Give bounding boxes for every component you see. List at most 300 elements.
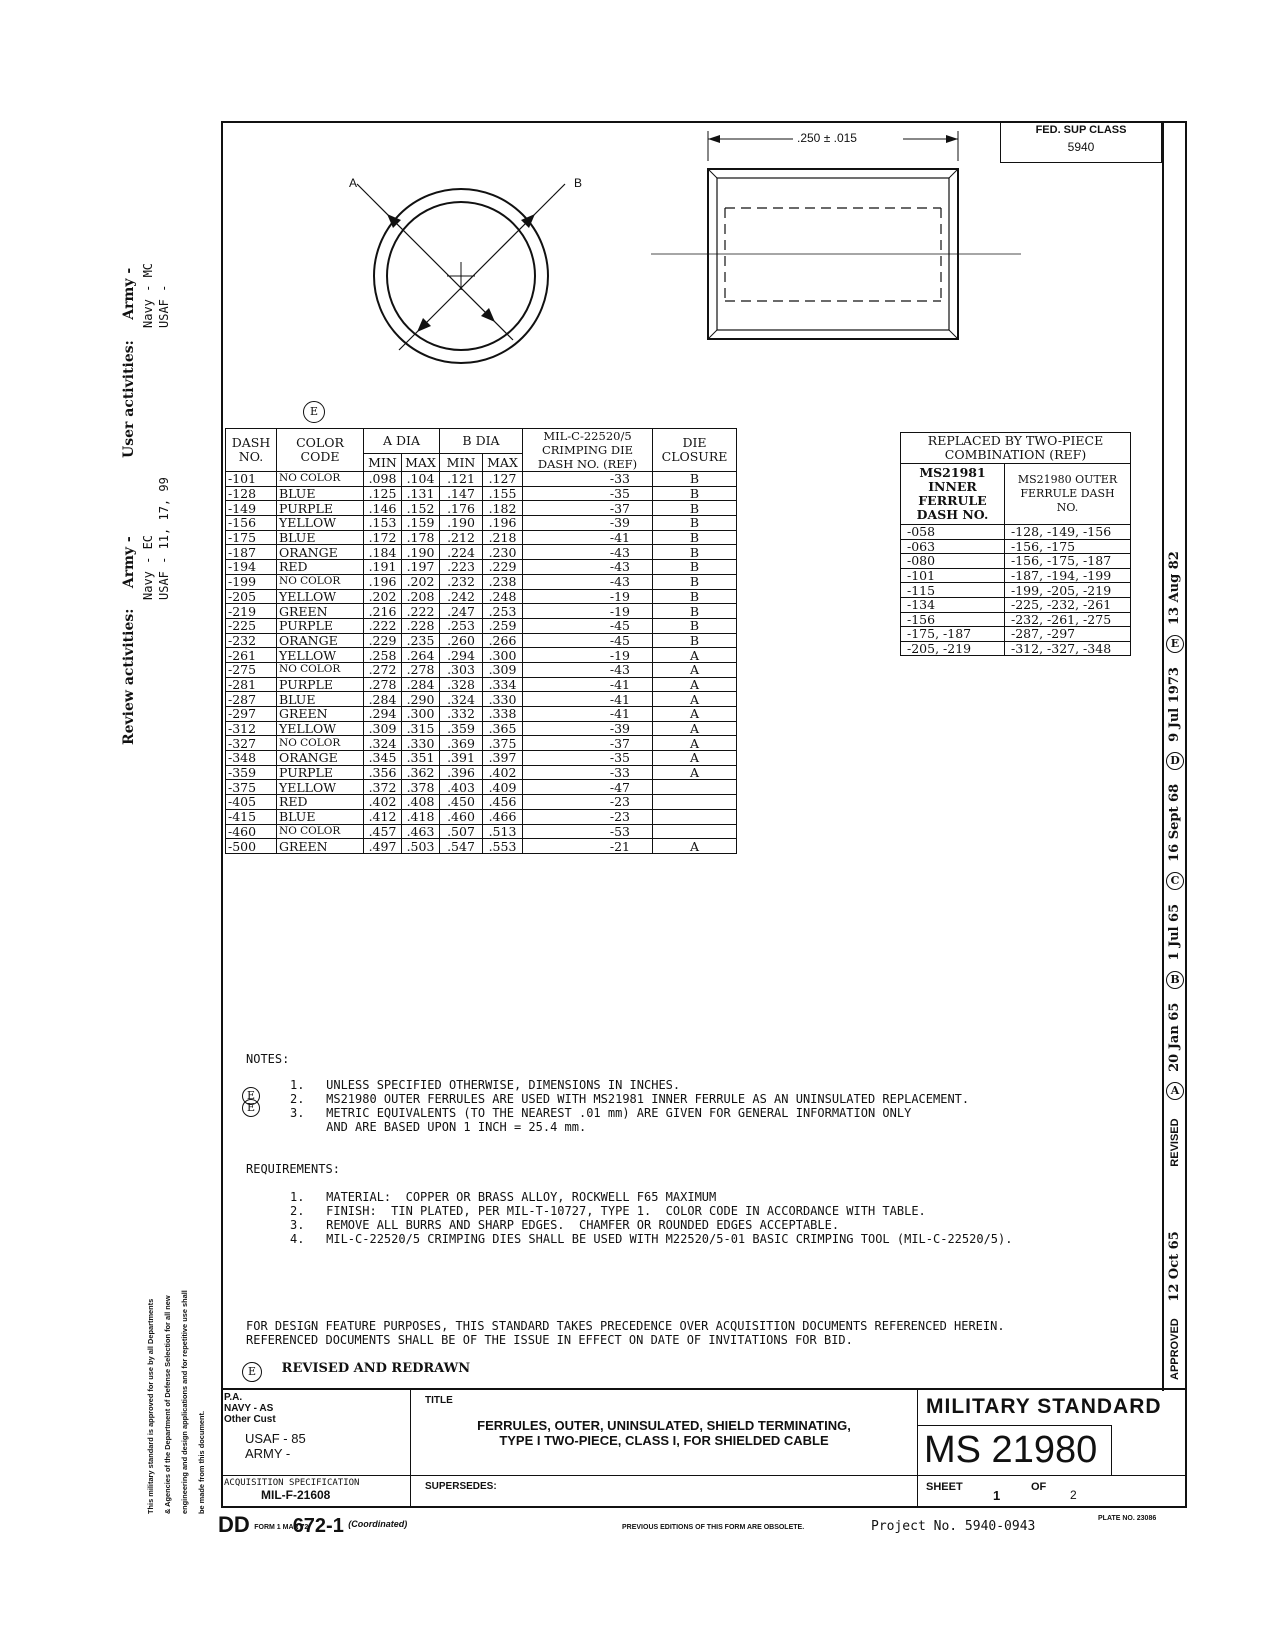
user-label: User activities: <box>121 340 137 458</box>
inner-ferrule-cell: -205, -219 <box>901 641 1005 656</box>
b-max-cell: .196 <box>483 516 523 531</box>
approval-line: be made from this document. <box>197 1410 206 1514</box>
b-max-cell: .466 <box>483 809 523 824</box>
form-number: 672-1 <box>292 1515 344 1537</box>
ms-number: MS 21980 <box>924 1429 1098 1471</box>
replaced-table-body <box>901 525 1131 656</box>
dash-cell: -348 <box>226 751 277 766</box>
b-max-cell: .248 <box>483 589 523 604</box>
b-max-cell: .230 <box>483 545 523 560</box>
a-max-cell: .362 <box>402 765 440 780</box>
outer-ferrule-cell: -287, -297 <box>1005 627 1131 642</box>
revision-letter: A <box>1166 1082 1184 1100</box>
a-max-cell: .378 <box>402 780 440 795</box>
review-line: Navy - EC <box>141 534 155 600</box>
dash-cell: -287 <box>226 692 277 707</box>
crimp-cell: -33 <box>523 472 653 487</box>
crimp-cell: -45 <box>523 633 653 648</box>
crimp-cell: -41 <box>523 530 653 545</box>
a-min-cell: .222 <box>364 618 402 633</box>
col-b-dia: B DIA <box>440 429 523 454</box>
crimp-cell: -35 <box>523 486 653 501</box>
table-row <box>901 583 1131 598</box>
military-standard-label: MILITARY STANDARD <box>926 1395 1162 1418</box>
a-max-cell: .178 <box>402 530 440 545</box>
a-max-cell: .190 <box>402 545 440 560</box>
dash-cell: -232 <box>226 633 277 648</box>
dash-cell: -175 <box>226 530 277 545</box>
table-row <box>226 618 737 633</box>
die-cell: B <box>653 633 737 648</box>
die-cell: A <box>653 707 737 722</box>
b-min-cell: .232 <box>440 574 483 589</box>
crimp-cell: -23 <box>523 809 653 824</box>
inner-ferrule-cell: -115 <box>901 583 1005 598</box>
precedence-statement <box>246 1319 1005 1347</box>
dash-cell: -375 <box>226 780 277 795</box>
b-min-cell: .242 <box>440 589 483 604</box>
a-min-cell: .294 <box>364 707 402 722</box>
user-line: USAF - <box>157 284 171 328</box>
a-max-cell: .264 <box>402 648 440 663</box>
crimp-cell: -43 <box>523 662 653 677</box>
fed-sup-class-label: FED. SUP CLASS <box>1035 124 1127 136</box>
revised-label: REVISED <box>1169 1118 1181 1167</box>
a-max-cell: .351 <box>402 751 440 766</box>
review-label: Review activities: <box>121 608 137 745</box>
inner-ferrule-cell: -080 <box>901 554 1005 569</box>
b-min-cell: .324 <box>440 692 483 707</box>
previous-editions: PREVIOUS EDITIONS OF THIS FORM ARE OBSOLETE. <box>622 1524 805 1531</box>
dash-cell: -275 <box>226 662 277 677</box>
color-cell: GREEN <box>277 604 364 619</box>
table-row <box>226 809 737 824</box>
mil-std-cell <box>917 1389 1187 1476</box>
b-min-cell: .332 <box>440 707 483 722</box>
approval-line: engineering and design applications and for repetitive use shall <box>180 1290 189 1514</box>
dimension-length: .250 ± .015 <box>797 131 857 145</box>
replaced-by-title: REPLACED BY TWO-PIECE COMBINATION (REF) <box>901 433 1131 464</box>
replaced-by-table <box>900 432 1131 656</box>
b-max-cell: .229 <box>483 560 523 575</box>
table-row <box>901 525 1131 540</box>
b-min-cell: .247 <box>440 604 483 619</box>
col-crimping-die: MIL-C-22520/5 CRIMPING DIE DASH NO. (REF) <box>523 429 653 472</box>
table-row <box>226 560 737 575</box>
sheet-cell <box>917 1475 1187 1508</box>
rev-e-circle: E <box>303 401 325 423</box>
die-cell: B <box>653 486 737 501</box>
dash-table-body <box>226 472 737 854</box>
revision-letter: C <box>1166 872 1184 890</box>
a-min-cell: .229 <box>364 633 402 648</box>
table-row <box>901 627 1131 642</box>
of-label: OF <box>1031 1481 1047 1493</box>
die-cell: A <box>653 721 737 736</box>
b-min-cell: .396 <box>440 765 483 780</box>
die-cell: B <box>653 472 737 487</box>
b-min-cell: .547 <box>440 839 483 854</box>
a-max-cell: .208 <box>402 589 440 604</box>
dash-cell: -205 <box>226 589 277 604</box>
crimp-cell: -33 <box>523 765 653 780</box>
crimp-cell: -19 <box>523 604 653 619</box>
pa-line: NAVY - AS <box>224 1403 274 1414</box>
requirements-list <box>290 1190 1012 1246</box>
crimp-cell: -47 <box>523 780 653 795</box>
outer-ferrule-cell: -187, -194, -199 <box>1005 568 1131 583</box>
crimp-cell: -19 <box>523 648 653 663</box>
coordinated-label: (Coordinated) <box>348 1519 408 1529</box>
a-max-cell: .290 <box>402 692 440 707</box>
a-min-cell: .372 <box>364 780 402 795</box>
b-min-cell: .460 <box>440 809 483 824</box>
notes-list <box>290 1078 969 1134</box>
b-max-cell: .218 <box>483 530 523 545</box>
a-max-cell: .300 <box>402 707 440 722</box>
die-cell: B <box>653 574 737 589</box>
cust-line: ARMY - <box>245 1446 291 1461</box>
die-cell: A <box>653 751 737 766</box>
user-lines <box>140 263 172 328</box>
dash-cell: -101 <box>226 472 277 487</box>
table-row <box>226 736 737 751</box>
a-max-cell: .131 <box>402 486 440 501</box>
table-row <box>226 662 737 677</box>
dash-cell: -156 <box>226 516 277 531</box>
supersedes-label: SUPERSEDES: <box>425 1481 497 1492</box>
col-b-max: MAX <box>483 454 523 472</box>
die-cell: A <box>653 765 737 780</box>
col-a-max: MAX <box>402 454 440 472</box>
pa-line: Other Cust <box>224 1414 276 1425</box>
crimp-cell: -41 <box>523 677 653 692</box>
pa-cell <box>221 1389 411 1476</box>
sheet-number: 1 <box>993 1488 1001 1503</box>
a-max-cell: .228 <box>402 618 440 633</box>
color-cell: PURPLE <box>277 501 364 516</box>
color-cell: PURPLE <box>277 618 364 633</box>
title-line: FERRULES, OUTER, UNINSULATED, SHIELD TERMINATING, <box>477 1418 851 1433</box>
die-cell: B <box>653 545 737 560</box>
a-min-cell: .356 <box>364 765 402 780</box>
revision-list <box>1167 551 1182 1114</box>
a-max-cell: .418 <box>402 809 440 824</box>
revision-date: 1 Jul 65 <box>1167 903 1182 961</box>
revision-letter: B <box>1166 971 1184 989</box>
crimp-cell: -41 <box>523 692 653 707</box>
crimp-cell: -23 <box>523 795 653 810</box>
b-min-cell: .303 <box>440 662 483 677</box>
b-min-cell: .121 <box>440 472 483 487</box>
requirements-heading: REQUIREMENTS: <box>246 1162 340 1176</box>
b-min-cell: .328 <box>440 677 483 692</box>
table-row <box>226 677 737 692</box>
a-min-cell: .309 <box>364 721 402 736</box>
a-max-cell: .197 <box>402 560 440 575</box>
outer-ferrule-cell: -225, -232, -261 <box>1005 597 1131 612</box>
dash-cell: -405 <box>226 795 277 810</box>
note-e-marker: E <box>242 1087 260 1105</box>
crimp-cell: -21 <box>523 839 653 854</box>
dash-cell: -297 <box>226 707 277 722</box>
b-min-cell: .253 <box>440 618 483 633</box>
table-row <box>226 707 737 722</box>
review-lines <box>140 477 172 600</box>
col-color-code: COLOR CODE <box>277 429 364 472</box>
table-row <box>226 486 737 501</box>
b-min-cell: .212 <box>440 530 483 545</box>
b-min-cell: .260 <box>440 633 483 648</box>
table-row <box>226 530 737 545</box>
crimp-cell: -37 <box>523 736 653 751</box>
approved-label: APPROVED <box>1169 1318 1181 1380</box>
color-cell: RED <box>277 795 364 810</box>
b-min-cell: .450 <box>440 795 483 810</box>
precedence-line: REFERENCED DOCUMENTS SHALL BE OF THE ISSUE IN EFFECT ON DATE OF INVITATIONS FOR BID. <box>246 1333 853 1347</box>
color-cell: NO COLOR <box>277 824 364 839</box>
b-max-cell: .127 <box>483 472 523 487</box>
a-min-cell: .098 <box>364 472 402 487</box>
die-cell: B <box>653 618 737 633</box>
dash-cell: -460 <box>226 824 277 839</box>
user-line: Navy - MC <box>141 262 155 328</box>
revised-redrawn <box>242 1360 470 1382</box>
note-item: 3. METRIC EQUIVALENTS (TO THE NEAREST .01 mm) ARE GIVEN FOR GENERAL INFORMATION ONLY <box>290 1106 912 1120</box>
a-max-cell: .330 <box>402 736 440 751</box>
outer-ferrule-cell: -232, -261, -275 <box>1005 612 1131 627</box>
b-max-cell: .375 <box>483 736 523 751</box>
a-min-cell: .497 <box>364 839 402 854</box>
col-a-dia: A DIA <box>364 429 440 454</box>
revision-date: 9 Jul 1973 <box>1167 667 1182 742</box>
b-max-cell: .365 <box>483 721 523 736</box>
project-number: Project No. 5940-0943 <box>871 1519 1036 1534</box>
review-activities <box>121 536 137 745</box>
b-max-cell: .253 <box>483 604 523 619</box>
die-cell: B <box>653 516 737 531</box>
ms-number-box <box>918 1425 1112 1475</box>
die-cell <box>653 809 737 824</box>
color-cell: YELLOW <box>277 589 364 604</box>
fed-sup-class-value: 5940 <box>1067 140 1095 154</box>
dash-cell: -219 <box>226 604 277 619</box>
inner-ferrule-cell: -175, -187 <box>901 627 1005 642</box>
dash-cell: -194 <box>226 560 277 575</box>
a-min-cell: .272 <box>364 662 402 677</box>
b-min-cell: .147 <box>440 486 483 501</box>
approval-line: & Agencies of the Department of Defense Selection for all new <box>163 1295 172 1514</box>
table-row <box>226 721 737 736</box>
b-max-cell: .330 <box>483 692 523 707</box>
crimp-cell: -37 <box>523 501 653 516</box>
table-row <box>226 780 737 795</box>
table-row <box>226 516 737 531</box>
color-cell: GREEN <box>277 839 364 854</box>
b-min-cell: .224 <box>440 545 483 560</box>
color-cell: BLUE <box>277 809 364 824</box>
outer-ferrule-cell: -312, -327, -348 <box>1005 641 1131 656</box>
table-row <box>226 545 737 560</box>
inner-ferrule-cell: -058 <box>901 525 1005 540</box>
table-row <box>901 539 1131 554</box>
table-row <box>901 612 1131 627</box>
note-item: 2. MS21980 OUTER FERRULES ARE USED WITH MS21981 INNER FERRULE AS AN UNINSULATED REPLACEMENT. <box>290 1092 970 1106</box>
crimp-cell: -43 <box>523 560 653 575</box>
table-row <box>226 589 737 604</box>
die-cell <box>653 795 737 810</box>
label-a: A <box>349 176 358 190</box>
table-row <box>226 824 737 839</box>
a-min-cell: .412 <box>364 809 402 824</box>
requirement-item: 2. FINISH: TIN PLATED, PER MIL-T-10727, TYPE 1. COLOR CODE IN ACCORDANCE WITH TABLE. <box>290 1204 926 1218</box>
revised-redrawn-label: REVISED AND REDRAWN <box>281 1361 471 1376</box>
col-b-min: MIN <box>440 454 483 472</box>
dd-label: DD <box>218 1512 250 1537</box>
crimp-cell: -41 <box>523 707 653 722</box>
a-min-cell: .172 <box>364 530 402 545</box>
b-max-cell: .334 <box>483 677 523 692</box>
color-cell: BLUE <box>277 692 364 707</box>
crimp-cell: -43 <box>523 545 653 560</box>
revision-e-marker <box>303 400 325 423</box>
table-row <box>226 765 737 780</box>
notes-heading: NOTES: <box>246 1052 290 1066</box>
table-row <box>226 633 737 648</box>
crimp-cell: -53 <box>523 824 653 839</box>
revision-date: 16 Sept 68 <box>1167 783 1182 862</box>
b-min-cell: .507 <box>440 824 483 839</box>
form-small: FORM 1 MAR 72 <box>254 1524 309 1531</box>
plate-number: PLATE NO. 23086 <box>1098 1515 1157 1522</box>
precedence-line: FOR DESIGN FEATURE PURPOSES, THIS STANDARD TAKES PRECEDENCE OVER ACQUISITION DOCUMENTS REFERENCED HEREIN. <box>246 1319 1005 1333</box>
color-cell: NO COLOR <box>277 736 364 751</box>
a-min-cell: .457 <box>364 824 402 839</box>
color-cell: NO COLOR <box>277 472 364 487</box>
dash-cell: -261 <box>226 648 277 663</box>
dash-cell: -187 <box>226 545 277 560</box>
color-cell: PURPLE <box>277 765 364 780</box>
a-max-cell: .159 <box>402 516 440 531</box>
color-cell: YELLOW <box>277 721 364 736</box>
a-min-cell: .184 <box>364 545 402 560</box>
col-a-min: MIN <box>364 454 402 472</box>
a-max-cell: .104 <box>402 472 440 487</box>
revision-letter: D <box>1166 752 1184 770</box>
a-min-cell: .216 <box>364 604 402 619</box>
dash-cell: -359 <box>226 765 277 780</box>
crimp-cell: -39 <box>523 721 653 736</box>
table-row <box>226 472 737 487</box>
a-min-cell: .258 <box>364 648 402 663</box>
b-max-cell: .513 <box>483 824 523 839</box>
color-cell: GREEN <box>277 707 364 722</box>
b-max-cell: .300 <box>483 648 523 663</box>
dash-cell: -312 <box>226 721 277 736</box>
color-cell: YELLOW <box>277 516 364 531</box>
crimp-cell: -43 <box>523 574 653 589</box>
dash-cell: -199 <box>226 574 277 589</box>
b-max-cell: .553 <box>483 839 523 854</box>
a-min-cell: .402 <box>364 795 402 810</box>
die-cell: B <box>653 589 737 604</box>
b-max-cell: .397 <box>483 751 523 766</box>
b-min-cell: .223 <box>440 560 483 575</box>
approval-line: This military standard is approved for use by all Departments <box>146 1298 155 1514</box>
note-e-marker: E <box>242 1099 260 1117</box>
dd-form-footer <box>218 1512 407 1538</box>
cust-line: USAF - 85 <box>245 1431 306 1446</box>
die-cell <box>653 824 737 839</box>
color-cell: ORANGE <box>277 633 364 648</box>
b-max-cell: .182 <box>483 501 523 516</box>
table-row <box>901 554 1131 569</box>
a-max-cell: .408 <box>402 795 440 810</box>
a-min-cell: .191 <box>364 560 402 575</box>
inner-ferrule-cell: -156 <box>901 612 1005 627</box>
b-min-cell: .294 <box>440 648 483 663</box>
color-cell: BLUE <box>277 530 364 545</box>
revision-date: 20 Jan 65 <box>1167 1002 1182 1072</box>
b-min-cell: .391 <box>440 751 483 766</box>
dash-cell: -128 <box>226 486 277 501</box>
a-max-cell: .315 <box>402 721 440 736</box>
user-activities <box>121 268 137 458</box>
approved-date: 12 Oct 65 <box>1167 1231 1182 1302</box>
die-cell: A <box>653 839 737 854</box>
requirement-item: 1. MATERIAL: COPPER OR BRASS ALLOY, ROCKWELL F65 MAXIMUM <box>290 1190 717 1204</box>
b-min-cell: .176 <box>440 501 483 516</box>
color-cell: PURPLE <box>277 677 364 692</box>
a-min-cell: .125 <box>364 486 402 501</box>
outer-ferrule-cell: -156, -175 <box>1005 539 1131 554</box>
revision-letter: E <box>1166 635 1184 653</box>
table-row <box>226 795 737 810</box>
outer-ferrule-cell: -199, -205, -219 <box>1005 583 1131 598</box>
review-line: Army - <box>121 536 137 589</box>
outer-ferrule-cell: -156, -175, -187 <box>1005 554 1131 569</box>
die-cell: B <box>653 501 737 516</box>
approval-statement <box>142 1290 210 1514</box>
b-min-cell: .369 <box>440 736 483 751</box>
outer-ferrule-cell: -128, -149, -156 <box>1005 525 1131 540</box>
die-cell: A <box>653 692 737 707</box>
b-min-cell: .403 <box>440 780 483 795</box>
a-min-cell: .196 <box>364 574 402 589</box>
col-dash-no: DASH NO. <box>226 429 277 472</box>
acq-cell <box>221 1475 411 1508</box>
color-cell: NO COLOR <box>277 662 364 677</box>
b-max-cell: .259 <box>483 618 523 633</box>
requirement-item: 3. REMOVE ALL BURRS AND SHARP EDGES. CHAMFER OR ROUNDED EDGES ACCEPTABLE. <box>290 1218 840 1232</box>
die-cell: A <box>653 648 737 663</box>
table-row <box>901 568 1131 583</box>
pa-line: P.A. <box>224 1392 243 1403</box>
sheet-label: SHEET <box>926 1481 963 1493</box>
a-max-cell: .284 <box>402 677 440 692</box>
die-cell: B <box>653 604 737 619</box>
b-min-cell: .359 <box>440 721 483 736</box>
a-min-cell: .153 <box>364 516 402 531</box>
review-line: USAF - 11, 17, 99 <box>157 477 171 600</box>
a-max-cell: .202 <box>402 574 440 589</box>
table-row <box>226 839 737 854</box>
table-row <box>226 501 737 516</box>
dash-cell: -149 <box>226 501 277 516</box>
b-max-cell: .402 <box>483 765 523 780</box>
a-min-cell: .345 <box>364 751 402 766</box>
table-row <box>226 604 737 619</box>
